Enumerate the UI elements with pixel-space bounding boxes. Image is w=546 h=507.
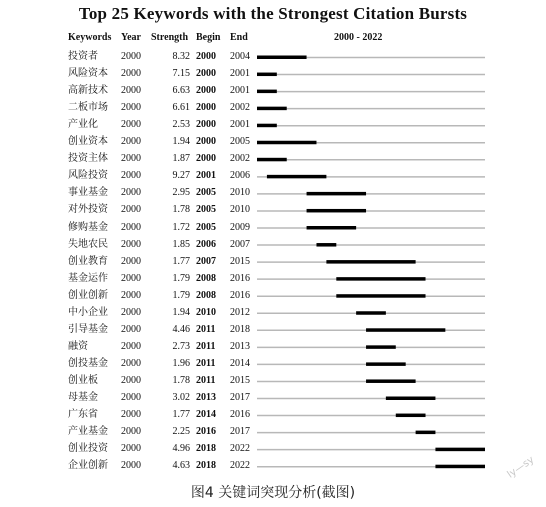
begin-cell: 2000 (196, 102, 216, 114)
header-begin: Begin (196, 32, 221, 43)
keyword-cell: 创投基金 (68, 357, 108, 369)
begin-cell: 2000 (196, 136, 216, 148)
burst-bar (257, 158, 287, 162)
end-cell: 2022 (230, 460, 250, 472)
begin-cell: 2018 (196, 443, 216, 455)
begin-cell: 2007 (196, 255, 216, 267)
year-cell: 2000 (121, 357, 141, 369)
strength-cell: 6.61 (172, 102, 190, 114)
strength-cell: 1.85 (172, 238, 190, 250)
begin-cell: 2016 (196, 426, 216, 438)
end-cell: 2002 (230, 102, 250, 114)
watermark: ly—sy (505, 454, 537, 481)
year-cell: 2000 (121, 443, 141, 455)
keyword-cell: 引导基金 (68, 323, 108, 335)
strength-cell: 4.63 (172, 460, 190, 472)
strength-cell: 1.77 (172, 409, 190, 421)
keyword-cell: 投资主体 (68, 153, 108, 165)
burst-bar (267, 175, 326, 179)
end-cell: 2001 (230, 119, 250, 131)
burst-bar (257, 56, 307, 60)
year-cell: 2000 (121, 68, 141, 80)
strength-cell: 1.72 (172, 221, 190, 233)
begin-cell: 2011 (196, 374, 216, 386)
year-cell: 2000 (121, 426, 141, 438)
strength-cell: 1.78 (172, 374, 190, 386)
begin-cell: 2013 (196, 392, 216, 403)
strength-cell: 2.53 (172, 119, 190, 131)
keyword-cell: 产业化 (68, 119, 98, 131)
header-timeline: 2000 - 2022 (334, 32, 383, 43)
begin-cell: 2011 (196, 357, 216, 369)
burst-bar (416, 431, 436, 435)
strength-cell: 7.15 (172, 68, 190, 80)
strength-cell: 1.78 (172, 204, 190, 216)
end-cell: 2016 (230, 272, 250, 284)
figure-caption: 图4 关键词突现分析(截图) (190, 485, 356, 501)
begin-cell: 2005 (196, 221, 216, 233)
burst-bar (316, 243, 336, 247)
strength-cell: 4.46 (172, 323, 190, 335)
begin-cell: 2010 (196, 306, 216, 318)
year-cell: 2000 (121, 392, 141, 403)
begin-cell: 2014 (196, 409, 216, 421)
strength-cell: 1.79 (172, 289, 190, 301)
end-cell: 2013 (230, 340, 250, 352)
begin-cell: 2011 (196, 323, 216, 335)
strength-cell: 1.79 (172, 272, 190, 284)
burst-bar (257, 90, 277, 94)
end-cell: 2001 (230, 85, 250, 97)
burst-bar (366, 362, 406, 366)
keyword-cell: 对外投资 (68, 204, 108, 216)
year-cell: 2000 (121, 255, 141, 267)
burst-bar (435, 465, 485, 469)
keyword-cell: 风险资本 (68, 68, 108, 80)
strength-cell: 1.96 (172, 357, 190, 369)
keyword-cell: 广东省 (68, 409, 98, 421)
keyword-cell: 中小企业 (68, 306, 108, 318)
begin-cell: 2005 (196, 204, 216, 216)
strength-cell: 1.94 (172, 306, 190, 318)
begin-cell: 2000 (196, 68, 216, 80)
strength-cell: 6.63 (172, 85, 190, 97)
burst-bar (366, 379, 416, 383)
year-cell: 2000 (121, 409, 141, 421)
burst-bar (307, 192, 366, 196)
keyword-cell: 投资者 (68, 51, 98, 62)
year-cell: 2000 (121, 136, 141, 148)
begin-cell: 2000 (196, 153, 216, 165)
strength-cell: 2.25 (172, 426, 190, 438)
end-cell: 2009 (230, 221, 250, 233)
end-cell: 2018 (230, 323, 250, 335)
begin-cell: 2000 (196, 119, 216, 131)
year-cell: 2000 (121, 170, 141, 182)
keyword-cell: 母基金 (68, 392, 98, 403)
year-cell: 2000 (121, 323, 141, 335)
year-cell: 2000 (121, 238, 141, 250)
year-cell: 2000 (121, 460, 141, 472)
year-cell: 2000 (121, 187, 141, 199)
end-cell: 2004 (230, 51, 250, 62)
begin-cell: 2006 (196, 238, 216, 250)
end-cell: 2006 (230, 170, 250, 182)
end-cell: 2017 (230, 426, 250, 438)
begin-cell: 2000 (196, 51, 216, 62)
year-cell: 2000 (121, 374, 141, 386)
keyword-cell: 企业创新 (68, 460, 108, 472)
strength-cell: 1.87 (172, 153, 190, 165)
burst-bar (366, 328, 445, 332)
burst-bar (326, 260, 415, 264)
burst-bar (307, 226, 357, 230)
burst-bar (386, 397, 436, 401)
burst-bar (435, 448, 485, 452)
chart-title: Top 25 Keywords with the Strongest Citation Bursts (78, 4, 468, 23)
begin-cell: 2000 (196, 85, 216, 97)
strength-cell: 4.96 (172, 443, 190, 455)
end-cell: 2017 (230, 392, 250, 403)
end-cell: 2001 (230, 68, 250, 80)
burst-bar (396, 414, 426, 418)
year-cell: 2000 (121, 51, 141, 62)
burst-bar (336, 277, 425, 281)
keyword-cell: 高新技术 (68, 85, 108, 97)
strength-cell: 9.27 (172, 170, 190, 182)
begin-cell: 2011 (196, 340, 216, 352)
year-cell: 2000 (121, 153, 141, 165)
burst-bar (307, 209, 366, 213)
year-cell: 2000 (121, 221, 141, 233)
header-year: Year (121, 32, 141, 43)
end-cell: 2007 (230, 238, 250, 250)
keyword-cell: 失地农民 (68, 238, 108, 250)
strength-cell: 2.73 (172, 340, 190, 352)
keyword-cell: 二板市场 (68, 102, 108, 114)
burst-bar (257, 141, 316, 145)
keyword-cell: 基金运作 (68, 272, 108, 284)
strength-cell: 1.77 (172, 255, 190, 267)
end-cell: 2010 (230, 187, 250, 199)
keyword-cell: 创业投资 (68, 443, 108, 455)
begin-cell: 2008 (196, 272, 216, 284)
end-cell: 2016 (230, 409, 250, 421)
header-keywords: Keywords (68, 32, 112, 43)
burst-bar (366, 345, 396, 349)
begin-cell: 2001 (196, 170, 216, 182)
end-cell: 2015 (230, 374, 250, 386)
burst-bar (257, 73, 277, 77)
year-cell: 2000 (121, 306, 141, 318)
burst-bar (336, 294, 425, 298)
end-cell: 2016 (230, 289, 250, 301)
keyword-cell: 创业创新 (68, 289, 108, 301)
strength-cell: 3.02 (172, 392, 190, 403)
keyword-cell: 事业基金 (68, 187, 108, 199)
keyword-cell: 修购基金 (68, 221, 108, 233)
end-cell: 2010 (230, 204, 250, 216)
burst-bar (356, 311, 386, 315)
keyword-cell: 创业资本 (68, 136, 108, 148)
burst-bar (257, 124, 277, 128)
begin-cell: 2008 (196, 289, 216, 301)
header-end: End (230, 32, 248, 43)
header-strength: Strength (151, 32, 189, 43)
end-cell: 2012 (230, 306, 250, 318)
keyword-cell: 产业基金 (68, 426, 108, 438)
keyword-cell: 创业教育 (68, 255, 108, 267)
year-cell: 2000 (121, 102, 141, 114)
begin-cell: 2018 (196, 460, 216, 472)
year-cell: 2000 (121, 85, 141, 97)
end-cell: 2022 (230, 443, 250, 455)
end-cell: 2002 (230, 153, 250, 165)
year-cell: 2000 (121, 204, 141, 216)
end-cell: 2015 (230, 255, 250, 267)
burst-bar (257, 107, 287, 111)
begin-cell: 2005 (196, 187, 216, 199)
end-cell: 2005 (230, 136, 250, 148)
keyword-cell: 创业板 (68, 374, 98, 386)
strength-cell: 2.95 (172, 187, 190, 199)
strength-cell: 8.32 (172, 51, 190, 62)
end-cell: 2014 (230, 357, 250, 369)
keyword-cell: 风险投资 (68, 170, 108, 182)
keyword-cell: 融资 (68, 340, 88, 352)
year-cell: 2000 (121, 119, 141, 131)
year-cell: 2000 (121, 289, 141, 301)
year-cell: 2000 (121, 272, 141, 284)
year-cell: 2000 (121, 340, 141, 352)
strength-cell: 1.94 (172, 136, 190, 148)
